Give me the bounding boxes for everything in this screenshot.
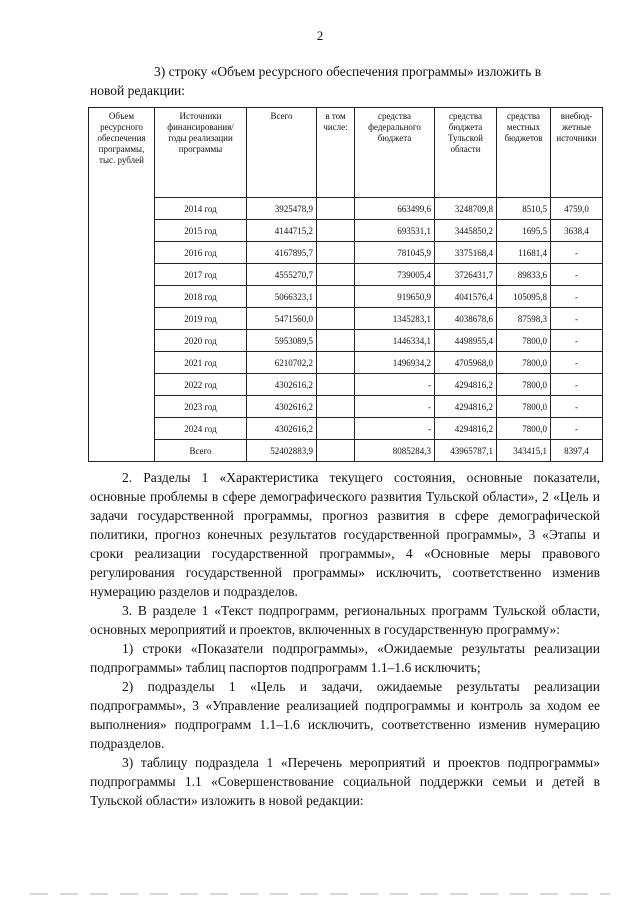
- total-cell: 3925478,9: [247, 198, 317, 220]
- table-row: [89, 418, 603, 440]
- year-cell: 2019 год: [155, 308, 247, 330]
- regional-cell: 4294816,2: [435, 396, 497, 418]
- incl-cell: [317, 198, 355, 220]
- table-row: [89, 286, 603, 308]
- total-cell: 5953089,5: [247, 330, 317, 352]
- regional-cell: 3248709,8: [435, 198, 497, 220]
- incl-cell: [317, 440, 355, 462]
- resource-table: [88, 107, 603, 462]
- year-cell: Всего: [155, 440, 247, 462]
- extra-cell: 4759,0: [551, 198, 603, 220]
- incl-cell: [317, 418, 355, 440]
- total-cell: 52402883,9: [247, 440, 317, 462]
- local-cell: 343415,1: [497, 440, 551, 462]
- row-label-cell: Объем ресурсного обеспечения программы, тыс. рублей: [89, 108, 155, 462]
- federal-cell: 919650,9: [355, 286, 435, 308]
- local-cell: 87598,3: [497, 308, 551, 330]
- intro-text: [90, 62, 600, 100]
- incl-cell: [317, 330, 355, 352]
- local-cell: 89833,6: [497, 264, 551, 286]
- total-cell: 4302616,2: [247, 374, 317, 396]
- incl-cell: [317, 286, 355, 308]
- extra-cell: -: [551, 242, 603, 264]
- incl-cell: [317, 396, 355, 418]
- federal-cell: -: [355, 374, 435, 396]
- header-total: Всего: [247, 108, 317, 198]
- paragraph-2: 2. Разделы 1 «Характеристика текущего состояния, основные показатели, основные проблемы в сфере демографического развития Тульской области», 2 «Цель и задачи государственной программы, прогноз развития в сфере демографической политики, прогноз конечных результатов государственной программы», 3 «Этапы и сроки реализации государственной программы», 4 «Основные меры правового регулирования государственной программы» исключить, соответственно изменив нумерацию разделов и подразделов.: [90, 470, 600, 599]
- local-cell: 11681,4: [497, 242, 551, 264]
- paragraph-3-2: 2) подразделы 1 «Цель и задачи, ожидаемые результаты реализации подпрограммы», 3 «Управление реализацией подпрограммы и контроль за ходом ее выполнения» подпрограмм 1.1–1.6 исключить, соответственно изменив нумерацию подразделов.: [90, 679, 600, 751]
- local-cell: 7800,0: [497, 352, 551, 374]
- regional-cell: 4498955,4: [435, 330, 497, 352]
- year-cell: 2022 год: [155, 374, 247, 396]
- local-cell: 7800,0: [497, 374, 551, 396]
- federal-cell: -: [355, 418, 435, 440]
- total-cell: 4167895,7: [247, 242, 317, 264]
- total-cell: 4302616,2: [247, 418, 317, 440]
- total-cell: 5066323,1: [247, 286, 317, 308]
- federal-cell: 663499,6: [355, 198, 435, 220]
- regional-cell: 4294816,2: [435, 374, 497, 396]
- federal-cell: 1496934,2: [355, 352, 435, 374]
- extra-cell: -: [551, 330, 603, 352]
- local-cell: 8510,5: [497, 198, 551, 220]
- extra-cell: -: [551, 308, 603, 330]
- extra-cell: -: [551, 374, 603, 396]
- extra-cell: -: [551, 418, 603, 440]
- incl-cell: [317, 374, 355, 396]
- federal-cell: 693531,1: [355, 220, 435, 242]
- regional-cell: 4294816,2: [435, 418, 497, 440]
- table-header-row: [89, 108, 603, 198]
- year-cell: 2016 год: [155, 242, 247, 264]
- table-row: [89, 440, 603, 462]
- regional-cell: 4038678,6: [435, 308, 497, 330]
- header-sources: Источники финансирования/ годы реализации программы: [155, 108, 247, 198]
- total-cell: 4555270,7: [247, 264, 317, 286]
- federal-cell: 8085284,3: [355, 440, 435, 462]
- regional-cell: 3445850,2: [435, 220, 497, 242]
- federal-cell: -: [355, 396, 435, 418]
- table-row: [89, 198, 603, 220]
- local-cell: 1695,5: [497, 220, 551, 242]
- year-cell: 2014 год: [155, 198, 247, 220]
- paragraph-3-3: 3) таблицу подраздела 1 «Перечень мероприятий и проектов подпрограммы» подпрограммы 1.1 «Совершенствование социальной поддержки семьи и детей в Тульской области» изложить в новой редакции:: [90, 755, 600, 808]
- regional-cell: 3726431,7: [435, 264, 497, 286]
- incl-cell: [317, 308, 355, 330]
- year-cell: 2023 год: [155, 396, 247, 418]
- incl-cell: [317, 220, 355, 242]
- year-cell: 2021 год: [155, 352, 247, 374]
- body-text: [90, 468, 600, 810]
- year-cell: 2024 год: [155, 418, 247, 440]
- federal-cell: 781045,9: [355, 242, 435, 264]
- extra-cell: -: [551, 264, 603, 286]
- year-cell: 2017 год: [155, 264, 247, 286]
- extra-cell: 3638,4: [551, 220, 603, 242]
- year-cell: 2015 год: [155, 220, 247, 242]
- local-cell: 7800,0: [497, 396, 551, 418]
- page-number: 2: [316, 28, 324, 43]
- table-row: [89, 374, 603, 396]
- regional-cell: 43965787,1: [435, 440, 497, 462]
- regional-cell: 3375168,4: [435, 242, 497, 264]
- intro-line-2: новой редакции:: [90, 83, 186, 98]
- header-regional: средства бюджета Тульской области: [435, 108, 497, 198]
- federal-cell: 1345283,1: [355, 308, 435, 330]
- table-row: [89, 242, 603, 264]
- paragraph-3-1: 1) строки «Показатели подпрограммы», «Ожидаемые результаты реализации подпрограммы» таблиц паспортов подпрограмм 1.1–1.6 исключить;: [90, 641, 600, 675]
- extra-cell: 8397,4: [551, 440, 603, 462]
- local-cell: 7800,0: [497, 330, 551, 352]
- incl-cell: [317, 242, 355, 264]
- local-cell: 7800,0: [497, 418, 551, 440]
- regional-cell: 4041576,4: [435, 286, 497, 308]
- total-cell: 4144715,2: [247, 220, 317, 242]
- table-row: [89, 396, 603, 418]
- table-row: [89, 352, 603, 374]
- header-local: средства местных бюджетов: [497, 108, 551, 198]
- year-cell: 2020 год: [155, 330, 247, 352]
- total-cell: 5471560,0: [247, 308, 317, 330]
- incl-cell: [317, 264, 355, 286]
- paragraph-3: 3. В разделе 1 «Текст подпрограмм, региональных программ Тульской области, основных мероприятий и проектов, включенных в государственную программу»:: [90, 603, 600, 637]
- header-extra: внебюд-жетные источники: [551, 108, 603, 198]
- table-row: [89, 220, 603, 242]
- table-row: [89, 308, 603, 330]
- federal-cell: 739005,4: [355, 264, 435, 286]
- extra-cell: -: [551, 352, 603, 374]
- regional-cell: 4705968,0: [435, 352, 497, 374]
- table-row: [89, 330, 603, 352]
- table-row: [89, 264, 603, 286]
- year-cell: 2018 год: [155, 286, 247, 308]
- header-incl: в том числе:: [317, 108, 355, 198]
- incl-cell: [317, 352, 355, 374]
- total-cell: 4302616,2: [247, 396, 317, 418]
- extra-cell: -: [551, 396, 603, 418]
- header-federal: средства федерального бюджета: [355, 108, 435, 198]
- federal-cell: 1446334,1: [355, 330, 435, 352]
- local-cell: 105095,8: [497, 286, 551, 308]
- extra-cell: -: [551, 286, 603, 308]
- intro-line-1: 3) строку «Объем ресурсного обеспечения программы» изложить в: [154, 64, 542, 79]
- total-cell: 6210702,2: [247, 352, 317, 374]
- scan-artifact: [30, 893, 610, 895]
